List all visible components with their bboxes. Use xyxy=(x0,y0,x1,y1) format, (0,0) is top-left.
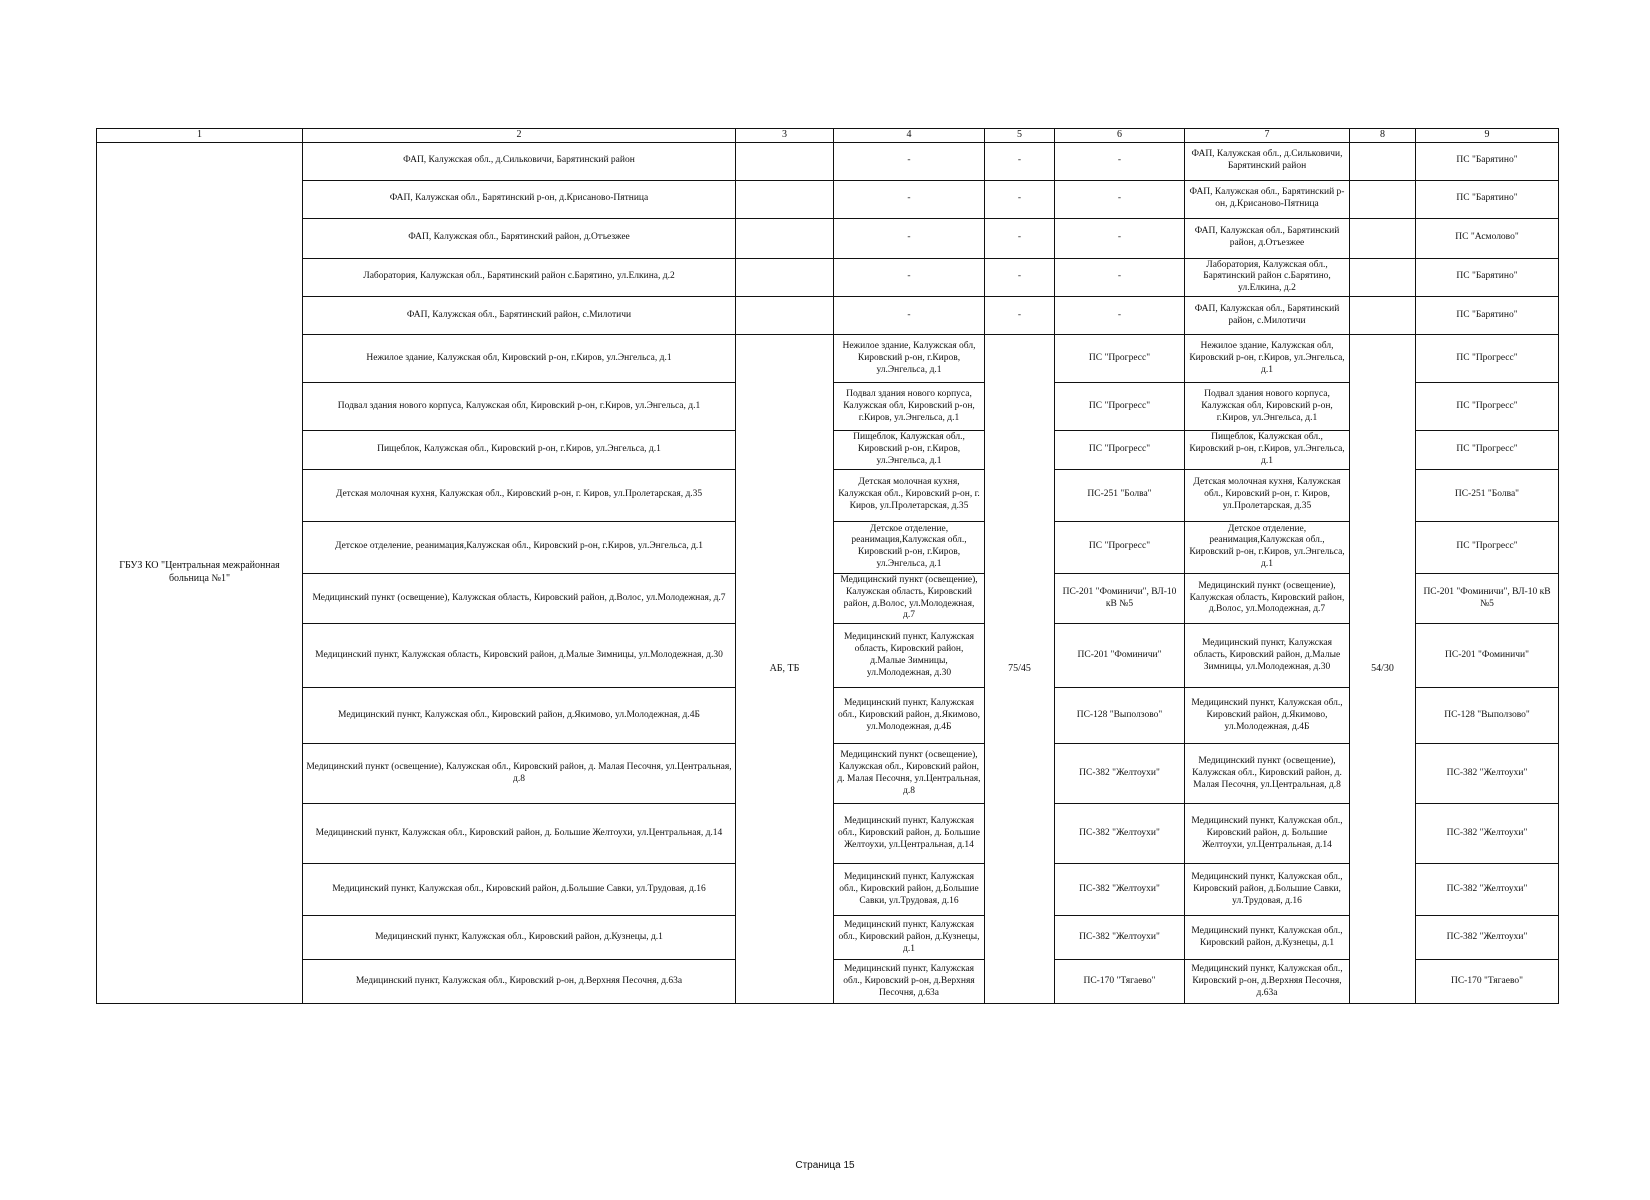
object-name-cell: ФАП, Калужская обл., Барятинский район, с.Милотичи xyxy=(303,297,736,335)
location-cell: Нежилое здание, Калужская обл, Кировский р-он, г.Киров, ул.Энгельса, д.1 xyxy=(1185,335,1350,383)
power-cell: - xyxy=(985,258,1055,297)
substation-cell: ПС-128 "Выползово" xyxy=(1055,688,1185,744)
load-cell xyxy=(1350,258,1416,297)
location-cell: Лаборатория, Калужская обл., Барятинский район с.Барятино, ул.Елкина, д.2 xyxy=(1185,258,1350,297)
feeder-substation-cell: ПС "Прогресс" xyxy=(1416,383,1559,431)
supply-point-cell: Медицинский пункт, Калужская обл., Кировский район, д.Кузнецы, д.1 xyxy=(834,916,985,960)
supply-point-cell: Пищеблок, Калужская обл., Кировский р-он, г.Киров, ул.Энгельса, д.1 xyxy=(834,431,985,470)
category-cell xyxy=(736,142,834,180)
object-name-cell: Детская молочная кухня, Калужская обл., Кировский р-он, г. Киров, ул.Пролетарская, д.35 xyxy=(303,469,736,521)
feeder-substation-cell: ПС-128 "Выползово" xyxy=(1416,688,1559,744)
feeder-substation-cell: ПС-201 "Фоминичи" xyxy=(1416,624,1559,688)
organization-cell: ГБУЗ КО "Центральная межрайонная больница №1" xyxy=(97,142,303,1004)
location-cell: Подвал здания нового корпуса, Калужская обл, Кировский р-он, г.Киров, ул.Энгельса, д.1 xyxy=(1185,383,1350,431)
object-name-cell: Медицинский пункт, Калужская обл., Кировский район, д.Якимово, ул.Молодежная, д.4Б xyxy=(303,688,736,744)
header-cell-2: 2 xyxy=(303,129,736,143)
supply-point-cell: - xyxy=(834,258,985,297)
object-name-cell: Медицинский пункт (освещение), Калужская область, Кировский район, д.Волос, ул.Молодежная, д.7 xyxy=(303,573,736,624)
table-body xyxy=(97,142,1559,1004)
substation-cell: - xyxy=(1055,180,1185,218)
header-row xyxy=(97,129,1559,143)
category-cell xyxy=(736,258,834,297)
location-cell: ФАП, Калужская обл., Барятинский р-он, д.Крисаново-Пятница xyxy=(1185,180,1350,218)
header-cell-7: 7 xyxy=(1185,129,1350,143)
table-row xyxy=(97,142,1559,180)
object-name-cell: Медицинский пункт, Калужская обл., Кировский район, д. Большие Желтоухи, ул.Центральная, д.14 xyxy=(303,804,736,864)
object-name-cell: Лаборатория, Калужская обл., Барятинский район с.Барятино, ул.Елкина, д.2 xyxy=(303,258,736,297)
supply-point-cell: - xyxy=(834,180,985,218)
substation-cell: ПС "Прогресс" xyxy=(1055,383,1185,431)
feeder-substation-cell: ПС-382 "Желтоухи" xyxy=(1416,864,1559,916)
feeder-substation-cell: ПС-382 "Желтоухи" xyxy=(1416,916,1559,960)
substation-cell: ПС "Прогресс" xyxy=(1055,335,1185,383)
object-name-cell: Нежилое здание, Калужская обл, Кировский р-он, г.Киров, ул.Энгельса, д.1 xyxy=(303,335,736,383)
location-cell: Медицинский пункт (освещение), Калужская область, Кировский район, д.Волос, ул.Молодежная, д.7 xyxy=(1185,573,1350,624)
power-cell: - xyxy=(985,297,1055,335)
table-row xyxy=(97,180,1559,218)
substation-cell: ПС-251 "Болва" xyxy=(1055,469,1185,521)
location-cell: Пищеблок, Калужская обл., Кировский р-он, г.Киров, ул.Энгельса, д.1 xyxy=(1185,431,1350,470)
object-name-cell: Медицинский пункт (освещение), Калужская обл., Кировский район, д. Малая Песочня, ул.Центральная, д.8 xyxy=(303,744,736,804)
table-row xyxy=(97,258,1559,297)
supply-point-cell: Медицинский пункт, Калужская обл., Кировский район, д. Большие Желтоухи, ул.Центральная, д.14 xyxy=(834,804,985,864)
object-name-cell: Детское отделение, реанимация,Калужская обл., Кировский р-он, г.Киров, ул.Энгельса, д.1 xyxy=(303,521,736,573)
feeder-substation-cell: ПС "Барятино" xyxy=(1416,258,1559,297)
location-cell: Медицинский пункт, Калужская обл., Кировский район, д.Кузнецы, д.1 xyxy=(1185,916,1350,960)
table-row xyxy=(97,335,1559,383)
feeder-substation-cell: ПС-170 "Тягаево" xyxy=(1416,960,1559,1004)
location-cell: ФАП, Калужская обл., Барятинский район, с.Милотичи xyxy=(1185,297,1350,335)
power-cell: - xyxy=(985,218,1055,258)
header-cell-9: 9 xyxy=(1416,129,1559,143)
location-cell: Детская молочная кухня, Калужская обл., Кировский р-он, г. Киров, ул.Пролетарская, д.35 xyxy=(1185,469,1350,521)
supply-point-cell: Медицинский пункт, Калужская обл., Кировский р-он, д.Верхняя Песочня, д.63а xyxy=(834,960,985,1004)
substation-cell: ПС-382 "Желтоухи" xyxy=(1055,916,1185,960)
location-cell: Медицинский пункт, Калужская обл., Кировский район, д.Большие Савки, ул.Трудовая, д.16 xyxy=(1185,864,1350,916)
supply-point-cell: Детская молочная кухня, Калужская обл., Кировский р-он, г. Киров, ул.Пролетарская, д.35 xyxy=(834,469,985,521)
object-name-cell: ФАП, Калужская обл., Барятинский район, д.Отъезжее xyxy=(303,218,736,258)
location-cell: Медицинский пункт, Калужская обл., Кировский район, д. Большие Желтоухи, ул.Центральная, д.14 xyxy=(1185,804,1350,864)
object-name-cell: Подвал здания нового корпуса, Калужская обл, Кировский р-он, г.Киров, ул.Энгельса, д.1 xyxy=(303,383,736,431)
substation-cell: ПС "Прогресс" xyxy=(1055,431,1185,470)
object-name-cell: Пищеблок, Калужская обл., Кировский р-он, г.Киров, ул.Энгельса, д.1 xyxy=(303,431,736,470)
load-span-cell: 54/30 xyxy=(1350,335,1416,1004)
location-cell: ФАП, Калужская обл., д.Сильковичи, Барятинский район xyxy=(1185,142,1350,180)
supply-point-cell: Медицинский пункт (освещение), Калужская обл., Кировский район, д. Малая Песочня, ул.Центральная, д.8 xyxy=(834,744,985,804)
substation-cell: ПС-170 "Тягаево" xyxy=(1055,960,1185,1004)
supply-point-cell: - xyxy=(834,142,985,180)
substation-cell: ПС-201 "Фоминичи" xyxy=(1055,624,1185,688)
load-cell xyxy=(1350,297,1416,335)
substation-cell: - xyxy=(1055,142,1185,180)
table-row xyxy=(97,218,1559,258)
substation-cell: ПС-382 "Желтоухи" xyxy=(1055,804,1185,864)
supply-point-cell: Подвал здания нового корпуса, Калужская обл, Кировский р-он, г.Киров, ул.Энгельса, д.1 xyxy=(834,383,985,431)
object-name-cell: Медицинский пункт, Калужская обл., Кировский р-он, д.Верхняя Песочня, д.63а xyxy=(303,960,736,1004)
load-cell xyxy=(1350,180,1416,218)
substation-cell: - xyxy=(1055,258,1185,297)
table-row xyxy=(97,297,1559,335)
location-cell: Медицинский пункт, Калужская обл., Кировский район, д.Якимово, ул.Молодежная, д.4Б xyxy=(1185,688,1350,744)
feeder-substation-cell: ПС-251 "Болва" xyxy=(1416,469,1559,521)
substation-cell: ПС "Прогресс" xyxy=(1055,521,1185,573)
category-cell xyxy=(736,218,834,258)
object-name-cell: ФАП, Калужская обл., Барятинский р-он, д.Крисаново-Пятница xyxy=(303,180,736,218)
supply-point-cell: Нежилое здание, Калужская обл, Кировский р-он, г.Киров, ул.Энгельса, д.1 xyxy=(834,335,985,383)
header-cell-5: 5 xyxy=(985,129,1055,143)
supply-point-cell: Медицинский пункт, Калужская обл., Кировский район, д.Якимово, ул.Молодежная, д.4Б xyxy=(834,688,985,744)
power-cell: - xyxy=(985,180,1055,218)
location-cell: Медицинский пункт, Калужская обл., Кировский р-он, д.Верхняя Песочня, д.63а xyxy=(1185,960,1350,1004)
location-cell: Медицинский пункт, Калужская область, Кировский район, д.Малые Зимницы, ул.Молодежная, д.30 xyxy=(1185,624,1350,688)
substation-cell: ПС-201 "Фоминичи", ВЛ-10 кВ №5 xyxy=(1055,573,1185,624)
feeder-substation-cell: ПС "Барятино" xyxy=(1416,180,1559,218)
category-cell xyxy=(736,180,834,218)
header-cell-8: 8 xyxy=(1350,129,1416,143)
feeder-substation-cell: ПС-382 "Желтоухи" xyxy=(1416,744,1559,804)
location-cell: Детское отделение, реанимация,Калужская обл., Кировский р-он, г.Киров, ул.Энгельса, д.1 xyxy=(1185,521,1350,573)
header-cell-3: 3 xyxy=(736,129,834,143)
substation-cell: - xyxy=(1055,297,1185,335)
feeder-substation-cell: ПС-382 "Желтоухи" xyxy=(1416,804,1559,864)
object-name-cell: ФАП, Калужская обл., д.Сильковичи, Барятинский район xyxy=(303,142,736,180)
supply-point-cell: Медицинский пункт (освещение), Калужская область, Кировский район, д.Волос, ул.Молодежная, д.7 xyxy=(834,573,985,624)
feeder-substation-cell: ПС "Барятино" xyxy=(1416,297,1559,335)
feeder-substation-cell: ПС "Прогресс" xyxy=(1416,431,1559,470)
location-cell: ФАП, Калужская обл., Барятинский район, д.Отъезжее xyxy=(1185,218,1350,258)
supply-point-cell: - xyxy=(834,297,985,335)
category-span-cell: АБ, ТБ xyxy=(736,335,834,1004)
substation-cell: ПС-382 "Желтоухи" xyxy=(1055,864,1185,916)
supply-point-cell: Детское отделение, реанимация,Калужская обл., Кировский р-он, г.Киров, ул.Энгельса, д.1 xyxy=(834,521,985,573)
object-name-cell: Медицинский пункт, Калужская обл., Кировский район, д.Большие Савки, ул.Трудовая, д.16 xyxy=(303,864,736,916)
object-name-cell: Медицинский пункт, Калужская область, Кировский район, д.Малые Зимницы, ул.Молодежная, д.30 xyxy=(303,624,736,688)
header-cell-6: 6 xyxy=(1055,129,1185,143)
page-number: Страница 15 xyxy=(795,1160,855,1171)
document-table xyxy=(96,128,1559,1004)
feeder-substation-cell: ПС "Барятино" xyxy=(1416,142,1559,180)
feeder-substation-cell: ПС "Прогресс" xyxy=(1416,521,1559,573)
power-cell: - xyxy=(985,142,1055,180)
feeder-substation-cell: ПС "Прогресс" xyxy=(1416,335,1559,383)
supply-point-cell: Медицинский пункт, Калужская обл., Кировский район, д.Большие Савки, ул.Трудовая, д.16 xyxy=(834,864,985,916)
header-cell-1: 1 xyxy=(97,129,303,143)
power-span-cell: 75/45 xyxy=(985,335,1055,1004)
header-cell-4: 4 xyxy=(834,129,985,143)
feeder-substation-cell: ПС "Асмолово" xyxy=(1416,218,1559,258)
feeder-substation-cell: ПС-201 "Фоминичи", ВЛ-10 кВ №5 xyxy=(1416,573,1559,624)
category-cell xyxy=(736,297,834,335)
substation-cell: - xyxy=(1055,218,1185,258)
load-cell xyxy=(1350,218,1416,258)
substation-cell: ПС-382 "Желтоухи" xyxy=(1055,744,1185,804)
load-cell xyxy=(1350,142,1416,180)
supply-point-cell: - xyxy=(834,218,985,258)
object-name-cell: Медицинский пункт, Калужская обл., Кировский район, д.Кузнецы, д.1 xyxy=(303,916,736,960)
location-cell: Медицинский пункт (освещение), Калужская обл., Кировский район, д. Малая Песочня, ул.Центральная, д.8 xyxy=(1185,744,1350,804)
supply-point-cell: Медицинский пункт, Калужская область, Кировский район, д.Малые Зимницы, ул.Молодежная, д.30 xyxy=(834,624,985,688)
